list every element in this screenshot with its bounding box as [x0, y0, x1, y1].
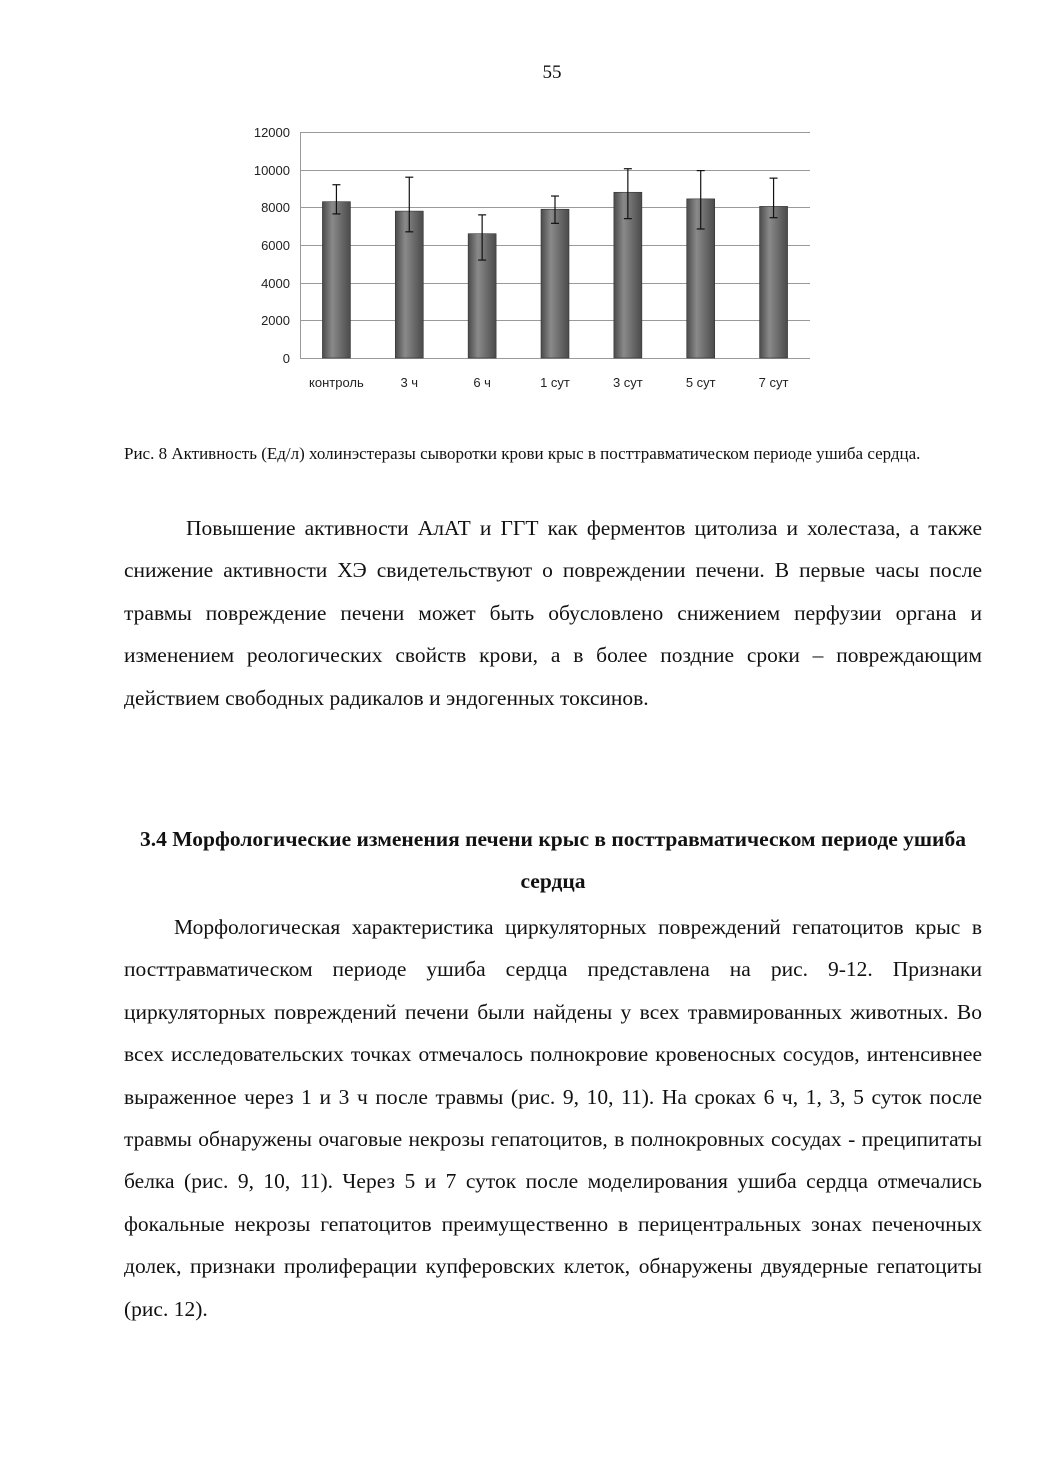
x-tick-label: 7 сут: [758, 375, 789, 390]
y-tick-label: 8000: [261, 200, 290, 215]
paragraph-morphology: Морфологическая характеристика циркуляторных повреждений гепатоцитов крыс в посттравматическом периоде ушиба сердца представлена на рис. 9-12. Признаки циркуляторных повреждений печени были найдены у всех травмированных животных. Во всех исследовательских точках отмечалось полнокровие кровеносных сосудов, интенсивнее выраженное через 1 и 3 ч после травмы (рис. 9, 10, 11). На сроках 6 ч, 1, 3, 5 суток после травмы обнаружены очаговые некрозы гепатоцитов, в полнокровных сосудах - преципитаты белка (рис. 9, 10, 11). Через 5 и 7 суток после моделирования ушиба сердца отмечались фокальные некрозы гепатоцитов преимущественно в перицентральных зонах печеночных долек, признаки пролиферации купферовских клеток, обнаружены двуядерные гепатоциты (рис. 12).: [124, 915, 982, 1321]
x-tick-label: 5 сут: [685, 375, 716, 390]
bar: [322, 202, 350, 358]
bar: [541, 209, 569, 358]
bar-chart: [238, 118, 818, 398]
y-tick-label: 2000: [261, 313, 290, 328]
x-tick-label: 6 ч: [473, 375, 491, 390]
chart-svg: [238, 118, 818, 398]
x-tick-label: 1 сут: [540, 375, 570, 390]
y-tick-label: 12000: [253, 125, 290, 140]
y-tick-label: 0: [282, 351, 290, 366]
x-tick-label: 3 ч: [400, 375, 419, 390]
x-tick-label: 3 сут: [612, 375, 643, 390]
y-tick-label: 4000: [261, 276, 290, 291]
x-tick-label: контроль: [309, 375, 364, 390]
y-tick-label: 10000: [253, 163, 290, 178]
section-heading: 3.4 Морфологические изменения печени крыс в посттравматическом периоде ушиба сердца: [140, 827, 966, 894]
y-tick-label: 6000: [261, 238, 290, 253]
bar: [395, 211, 423, 358]
figure-caption: Рис. 8 Активность (Ед/л) холинэстеразы сыворотки крови крыс в посттравматическом периоде ушиба сердца.: [124, 444, 921, 463]
page-number: 55: [542, 62, 562, 83]
paragraph-liver-damage: Повышение активности АлАТ и ГГТ как ферментов цитолиза и холестаза, а также снижение активности ХЭ свидетельствуют о повреждении печени. В первые часы после травмы повреждение печени может быть обусловлено снижением перфузии органа и изменением реологических свойств крови, а в более поздние сроки – повреждающим действием свободных радикалов и эндогенных токсинов.: [124, 516, 982, 710]
bar: [760, 206, 788, 358]
